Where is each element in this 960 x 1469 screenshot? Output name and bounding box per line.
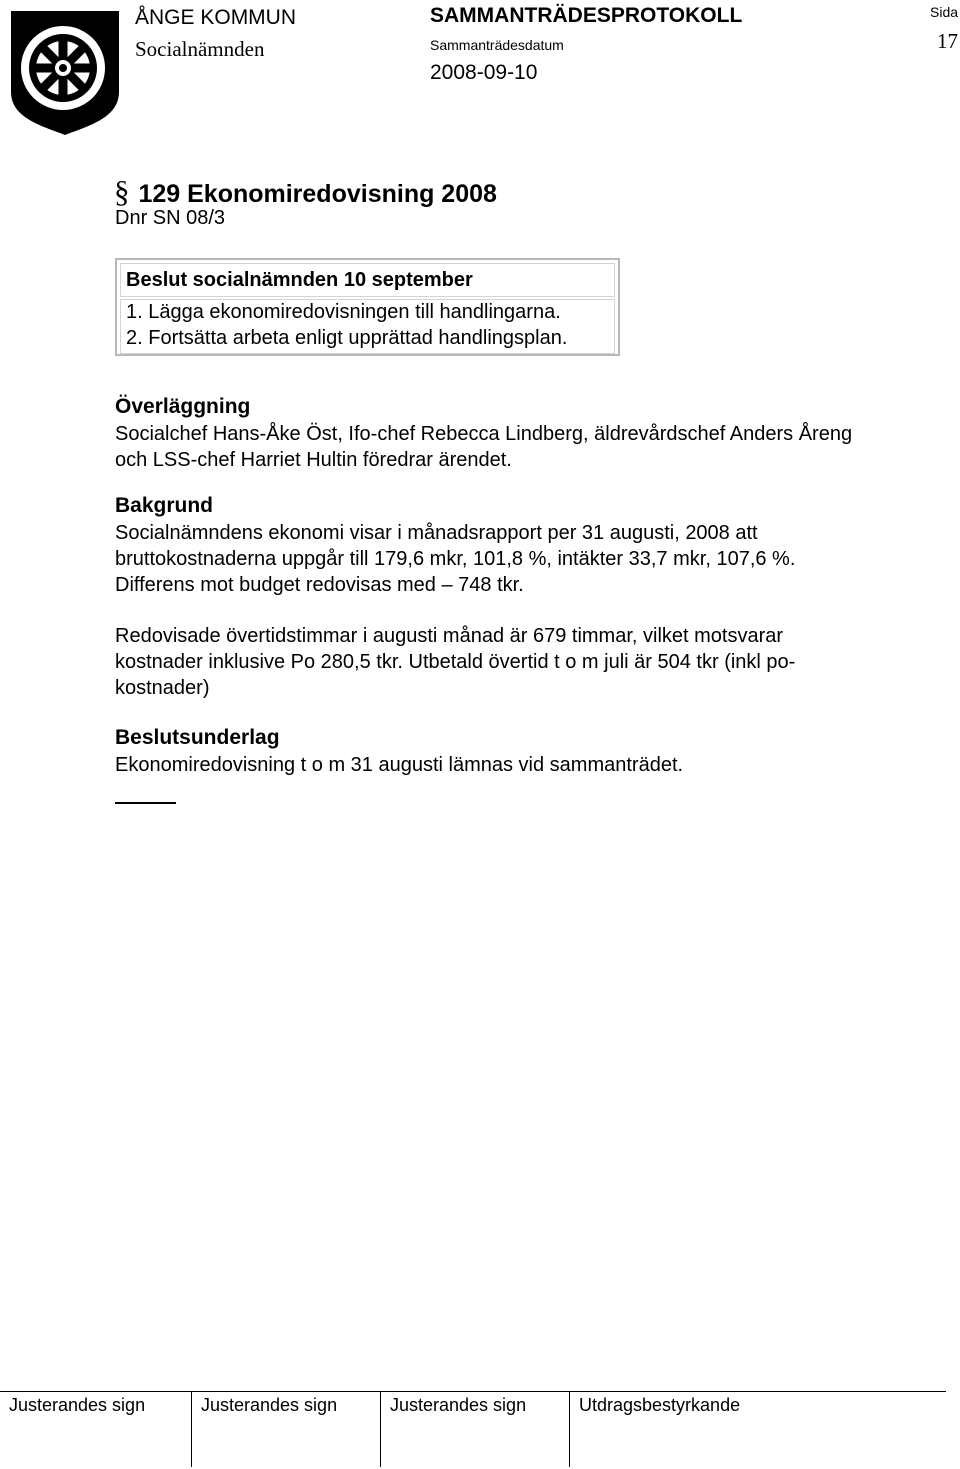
decision-item: 1. Lägga ekonomiredovisningen till handlingarna. <box>126 301 561 323</box>
text-line: kostnader) <box>115 677 210 699</box>
decision-title-row <box>120 263 615 297</box>
bakgrund-paragraph-2 <box>115 623 955 701</box>
text-line: kostnader inklusive Po 280,5 tkr. Utbetald övertid t o m juli är 504 tkr (inkl po- <box>115 651 796 673</box>
matter-heading <box>114 174 497 210</box>
document-type: SAMMANTRÄDESPROTOKOLL <box>430 4 743 27</box>
signature-label: Utdragsbestyrkande <box>579 1395 741 1415</box>
signature-label: Justerandes sign <box>390 1395 527 1415</box>
signature-label: Justerandes sign <box>201 1395 338 1415</box>
beslutsunderlag-text <box>115 752 955 778</box>
text-line: Socialnämndens ekonomi visar i månadsrapport per 31 augusti, 2008 att <box>115 522 758 544</box>
end-of-matter-rule <box>115 802 176 804</box>
meeting-date-value: 2008-09-10 <box>430 61 538 84</box>
page-label: Sida <box>930 4 959 20</box>
department-name: Socialnämnden <box>135 37 265 61</box>
text-line: Ekonomiredovisning t o m 31 augusti lämnas vid sammanträdet. <box>115 754 684 776</box>
text-line: Differens mot budget redovisas med – 748 tkr. <box>115 574 524 596</box>
municipal-coat-of-arms-logo <box>8 8 122 136</box>
section-heading-bakgrund: Bakgrund <box>115 494 214 517</box>
section-heading-overlaggning: Överläggning <box>115 395 251 418</box>
overlaggning-text <box>115 421 955 473</box>
decision-box <box>115 258 620 356</box>
page-number: 17 <box>937 29 958 53</box>
matter-title: 129 Ekonomiredovisning 2008 <box>138 180 497 208</box>
diary-number: Dnr SN 08/3 <box>115 207 226 229</box>
municipality-name: ÅNGE KOMMUN <box>135 6 297 29</box>
signature-field-1 <box>0 1392 191 1467</box>
bakgrund-paragraph-1 <box>115 520 955 598</box>
signature-field-3 <box>380 1392 570 1467</box>
decision-items-row <box>120 299 615 354</box>
meeting-date-label: Sammanträdesdatum <box>430 37 564 53</box>
text-line: bruttokostnaderna uppgår till 179,6 mkr, 101,8 %, intäkter 33,7 mkr, 107,6 %. <box>115 548 796 570</box>
text-line: Socialchef Hans-Åke Öst, Ifo-chef Rebecca Lindberg, äldrevårdschef Anders Åreng <box>115 423 853 445</box>
text-line: Redovisade övertidstimmar i augusti månad är 679 timmar, vilket motsvarar <box>115 625 784 647</box>
section-symbol: § <box>114 174 130 209</box>
signature-label: Justerandes sign <box>9 1395 146 1415</box>
certification-field <box>569 1392 947 1467</box>
text-line: och LSS-chef Harriet Hultin föredrar ärendet. <box>115 449 512 471</box>
decision-item: 2. Fortsätta arbeta enligt upprättad handlingsplan. <box>126 327 568 349</box>
signature-field-2 <box>191 1392 381 1467</box>
decision-title: Beslut socialnämnden 10 september <box>126 269 473 291</box>
section-heading-beslutsunderlag: Beslutsunderlag <box>115 726 280 749</box>
